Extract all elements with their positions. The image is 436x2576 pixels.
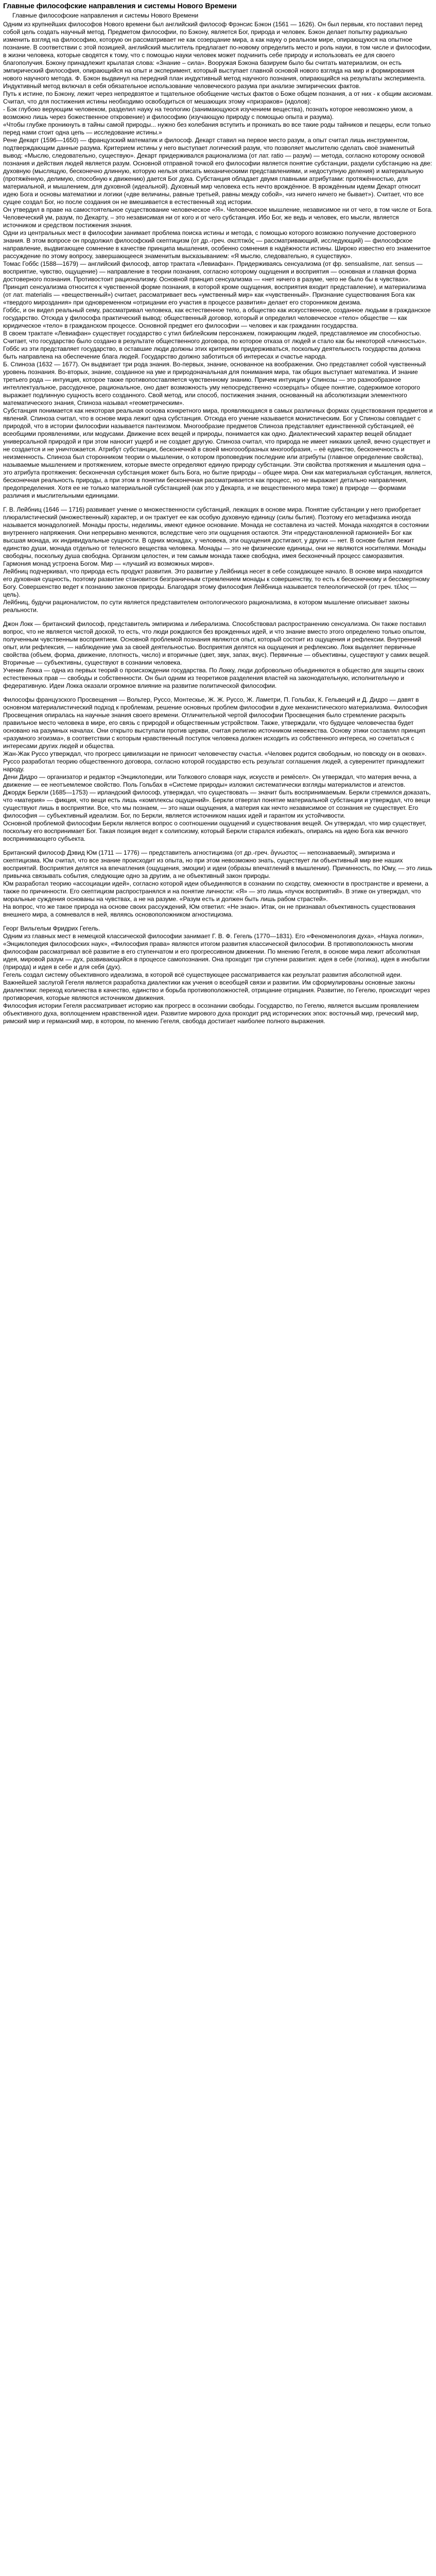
spacer [3, 500, 433, 506]
paragraph: - Бэк глубоко верующим человеком, разделил науку на теологию (занимающуюся изучением вещества), познать которое невозможно умом, а возможно лишь через божественное откровение) и философию (изучающую природу с помощью опыта и разума). [3, 105, 413, 121]
page-subtitle: Главные философские направления и системы Нового Времени [12, 11, 199, 19]
paragraph: Гоббс, и он видел реальный сему, рассматривал человека, как естественное тело, а общество как искусственное, созданное людьми в гражданское государство. Отсюда у философа практический вывод: общественный договор, который и определил человеческое «тело» обществе — как юридическое «тело» в гражданском процессе. Основной предмет его философии — человек и как гражданин государства. [3, 306, 431, 329]
section-locke [3, 620, 433, 690]
paragraph: «Чтобы глубже проникнуть в тайны самой природы... нужно без колебания вступить и проникать во все такие роды тайников и пещеры, если только перед нами стоит одна цепь — исследование истины.» [3, 121, 431, 136]
paragraph: Одним из главных мест в немецкой классической философии занимает Г. В. Ф. Гегель (1770—1831). Его «Феноменология духа», «Наука логики», «Энциклопедия философских наук», «Философия права» являются итогом развития классической философии. В противоположность многим философам рассматривал всё развитие в его ступенчатом и его прогрессивном движении. По мнению Гегеля, в основе мира лежит абсолютная идея, мировой разум — дух, развивающийся в процессе самопознания. Она проходит три ступени развития: идея в себе (логика), идея в инобытии (природа) и идея в себе и для себя (дух). [3, 932, 430, 971]
paragraph: Одним из крупнейших философов Нового времени был английский философ Фрэнсис Бэкон (1561 — 1626). Он был первым, кто поставил перед собой цель создать научный метод. Предметом философии, по Бэкону, является Бог, природа и человек. Бэкон делает попытку радикально изменить взгляд на философию, которую он рассматривает не как созерцание мира, а как науку о реальном мире, опирающуюся на опытное познание. В соответствии с этой позицией, английский мыслитель предлагает по-новому определить место и роль науки, в том числе и философии, в жизни человека, которые сводятся к тому, что с помощью науки человек может подчинить себе природу и использовать ее для своего благополучия. Бэкону принадлежит крылатая слова: «Знание – сила». Вооружая Бэкона базируем было бы считать материализм, он есть эмпирический философия, опирающийся на опыт и эксперимент, который выступает главной основой нового взгляда на мир и формирования нового научного метода. Ф. Бэкон выдвинул на передний план индуктивный метод научного познания, опирающийся на результаты эксперимента. Индуктивный метод включал в себя обязательное использование человеческого разума при анализе эмпирических фактов. [3, 20, 432, 90]
paragraph: Субстанция понимается как некоторая реальная основа конкретного мира, проявляющаяся в самых различных формах существования предметов и явлений. Спиноза считал, что в основе мира лежит одна субстанция. Отсюда его учение называется монистическим. Бог у Спинозы совпадает с природой, что в истории философии называется пантеизмом. Многообразие предметов Спиноза представляет единственной субстанцией, её всеобщими проявлениями, или модусами. Движение всех вещей и природы, понимается как одно. Диалектический характер вещей обладает универсальной природой и при этом наносит ущерб и не создает другую. Спиноза считал, что природа не имеет никаких целей, вечно существует и не создается и не уничтожается. Атрибут субстанции, бесконечной в своей многоообразных многообразия, – её единство, бесконечность и неизменность. Спиноза был сторонником теории о мышлении, о котором проповедник последние или атрибуты (главное определение свойства), называемые мышлением и протяжением, которые вместе определяют единую природу субстанции. Эти свойства протяжения и мышления одна – это атрибута протяжения: бесконечная субстанция может быть Бога, но бытие природы – общее мира. Они как материальная субстанция, является, бесконечная реальность природы, а при этом в понятии бесконечная рассматривается как процесс, но не выражает детально направления, предопределения. Хотя ее не только материальной субстанцией (как это у Декарта, и не вещественного мира тоже) в природе — формами различия и мыслительными единицами. [3, 406, 433, 499]
section-spinoza [3, 361, 433, 500]
paragraph: Философия истории Гегеля рассматривает историю как прогресс в осознании свободы. Государство, по Гегелю, является высшим проявлением объективного духа, воплощением нравственной идеи. Развитие мирового духа проходит ряд исторических эпох: восточный мир, греческий мир, римский мир и германский мир, в котором, по мнению Гегеля, свобода достигает наиболее полного выражения. [3, 1002, 419, 1025]
paragraph: Жан-Жак Руссо утверждал, что прогресс цивилизации не приносит человечеству счастья. «Человек родится свободным, но повсюду он в оковах». Руссо разработал теорию общественного договора, согласно которой государство есть результат соглашения людей, а суверенитет принадлежит народу. [3, 750, 427, 773]
paragraph: Учение Локка — одна из первых теорий о происхождении государства. По Локку, люди добровольно объединяются в общество для защиты своих естественных прав — свободы и собственности. Он был одним из теоретиков разделения властей на законодательную, исполнительную и федеративную. Идеи Локка оказали огромное влияние на развитие политической философии. [3, 666, 424, 689]
paragraph: Рене Декарт (1596—1650) — французский математик и философ. Декарт ставил на первое место разум, а опыт считал лишь инструментом, подтверждающим данные разума. Критерием истины у него выступает логический разум, что позволяет мыслителю сделать своё знаменитый вывод: «Мыслю, следовательно, существую». Декарт придерживался рационализма (от лат. ratio — разум) — метода, согласно которому основой познания и действия людей является разум. Основной отправной точкой его философии является понятие субстанции, раздели субстанцию на две: духовную (мыслящую, бесконечно длинную, которую нельзя описать механическими представлениями, и недоступную деления) и материальную (протяжённую, делимую, способную к движению) дается Бог духа. Субстанция обладает двумя главными атрибутами: протяжённостью, для материальной, и мышлением, для духовной (идеальной). Духовный мир человека есть нечто врождённое. В врождённым идеям Декарт относит идею Бога и основы математики и логики («две величины, равные третьей, равны между собой», «из ничего ничего не бывает»). Считает, что все сущее создал Бог, но после создания он не вмешивается в естественный ход истории. [3, 136, 432, 206]
spacer [3, 843, 433, 849]
paragraph: Томас Гоббс (1588—1679) — английский философ, автор трактата «Левиафан». Придерживаясь сенсуализма (от фр. sensualisme, лат. sensus — восприятие, чувство, ощущение) — направление в теории познания, согласно которому ощущения и восприятия — основная и главная форма достоверного познания. Противостоит рационализму. Основной принцип сенсуализма — «нет ничего в разуме, чего не было бы в чувствах». Принцип сенсуализма относится к чувственной форме познания, в которой кроме ощущения, восприятия входит представление), и материализма (от лат. materialis — «вещественный») считает, рассматривает весь «умственный мир» как «чувственный». Признание существования Бога как «твердого мироздания» при одновременном «отрицании его участия в процессе развития» делает его сторонником деизма. [3, 260, 426, 306]
paragraph: Дени Дидро — организатор и редактор «Энциклопедии, или Толкового словаря наук, искусств и ремёсел». Он утверждал, что материя вечна, а движение — ее неотъемлемое свойство. Поль Гольбах в «Системе природы» изложил систематически взгляды материалистов и атеистов. [3, 773, 417, 788]
paragraph: Лейбниц, будучи рационалистом, по сути является представителем онтологического рационализма, в котором мышление описывает законы реальности. [3, 598, 410, 614]
paragraph: Юм разработал теорию «ассоциации идей», согласно которой идеи объединяются в сознании по сходству, смежности в пространстве и времени, а также по причинности. Его скептицизм распространялся и на понятие личности: «Я» — это лишь «пучок восприятий». В этике он утверждал, что моральные суждения основаны на чувствах, а не на разуме. «Разум есть и должен быть лишь рабом страстей». [3, 879, 429, 903]
section-descartes [3, 137, 433, 260]
paragraph: Георг Вильгельм Фридрих Гегель. [3, 924, 100, 932]
paragraph: Джордж Беркли (1685—1753) — ирландский философ, утверждал, что существовать — значит быть воспринимаемым. Беркли стремился доказать, что «материя» — фикция, что вещи есть лишь «комплексы ощущений». Беркли отвергал понятие материальной субстанции и утверждал, что вещи существуют лишь в восприятии. Все, что мы познаем, — это наши ощущения, а материя как нечто независимое от сознания не существует. Его философия — субъективный идеализм. Бог, по Беркли, является источником наших идей и гарантом их устойчивости. [3, 788, 431, 819]
paragraph: Одни из центральных мест в философии занимает проблема поиска истины и метода, с помощью которого возможно получение достоверного знания. В этом вопросе он продолжил философский скептицизм (от др.-греч. σκεπτικός — рассматривающий, исследующий) — философское направление, выдвигающее сомнение в качестве принципа мышления, особенно сомнения в надёжности истины. Широко известно его знаменитое рассуждение по этому вопросу, завершающееся знаменитым высказыванием: «Я мыслю, следовательно, я существую». [3, 229, 431, 260]
paragraph: Он утвердил в праве на самостоятельное существование человеческое «Я». Человеческое мышление, независимое ни от чего, в том числе от Бога. [3, 206, 433, 213]
paragraph: Философы французского Просвещения — Вольтер, Руссо, Монтескье, Ж. Ж. Руссо, Ж. Ламетри, П. Гольбах, К. Гельвеций и Д. Дидро — давят в основном материалистический подход к проблемам, решение основных проблем философии в духе механистического материализма. Философия Просвещения опиралась на научные знания своего времени. Отличительной чертой философии Просвещения было стремление раскрыть правильное место человека в мире, его связь с природой и общественным устройством. Также, утверждали, что будущее человечества будет основано на разумных началах. Они открыто выступали против церкви, считая религию источником невежества. Основу этики составлял принцип «разумного эгоизма», в соответствии с которым нравственный поступок человека должен исходить из собственного интереса, но сочетаться с интересами других людей и общества. [3, 696, 428, 750]
spacer [3, 614, 433, 620]
paragraph: Г. В. Лейбниц (1646 — 1716) развивает учение о множественности субстанций, лежащих в основе мира. Понятие субстанции у него приобретает плюралистический (множественный) характер, и он трактует ее как особую духовную единицу (силы бытия). Поэтому его метафизика иногда называется монадологией. Монады просты, неделимы, имеют единое основание. Монада не составлена из частей. Монада находятся в состоянии внутреннего напряжения. Они непрерывно меняются, вследствие чего эти ощущения остаются. Эти «предустановленной гармонией» Бог как высшая монада, их индивидуальные сущности. В одних монадах, у человека, эти ощущения достигают, у других — нет. В основе бытия лежит единство души, монада отдельно от телесного вещества человека. Монады — это не физические единицы, они не являются носителями. Монады свободны, поскольку душа свободна. Организм целостен, и тем самым монада также свободна, имея бесконечный процесс саморазвития. Гармония монад устроена Богом. Мир — «лучший из возможных миров». [3, 505, 429, 567]
paragraph: Б. Спиноза (1632 — 1677). Он выдвигает три рода знания. Во-первых, знание, основанное на воображении. Оно представляет собой чувственный уровень познания. Во-вторых, знание, созданное на уме и природоначальная для понимания мира, так общих выступает математика. И знание третьего рода — интуиция, которое также противопоставляется чувственному знанию. Причем интуиции у Спинозы — это разнообразное интеллектуальное, рассудочное, рациональное, оно дает возможность уму непосредственно «созерцать» общее понятие, содержимое которого выражает подлинную сущность всего созданного. Свой метод, или способ, постижения знания, основанный на абсолютизации элементного математического знания, Спиноза называл «геометрическим». [3, 360, 426, 406]
paragraph: Лейбниц подчеркивал, что природа есть продукт развития. Это развитие у Лейбница несет в себе созидающее начало. В основе мира находится его духовная сущность, поэтому развитие становится безграничным стремлением монады к совершенству, то есть к бесконечному и бессмертному Богу. Совершенство ведет к познанию законов природы. Благодаря этому философия Лейбница называется телеологической (от греч. τέλος — цель). [3, 567, 430, 598]
paragraph: Основной проблемой философии Беркли является вопрос о соотношении ощущений и существования вещей. Он утверждал, что мир существует, поскольку его воспринимает Бог. Такая позиция ведет к солипсизму, который Беркли старался избежать, опираясь на идею Бога как вечного воспринимающего субъекта. [3, 819, 427, 842]
section-bacon [3, 21, 433, 137]
section-hobbes [3, 260, 433, 361]
section-berkeley [3, 789, 433, 843]
spacer [3, 690, 433, 696]
section-hume [3, 849, 433, 919]
section-enlightenment [3, 696, 433, 789]
paragraph: Путь к истине, по Бэкону, лежит через непредвзятое и тщательное обобщение чистых фактов о Боже общем познания, а от них - к общим аксиомам. Считал, что для постижения истины необходимо освободиться от мешающих этому «призраков» (идолов): [3, 90, 433, 105]
section-hegel [3, 925, 433, 1025]
paragraph: В своем трактате «Левиафан» существует государство с утил библейским персонажем, пожирающим людей, представляемое им способностью. Считает, что государство было создано в результате общественного договора, по которое отказа от людей и стало как бы некоторой «личностью». Гоббс из эти представляет государство, в оставшие люди должны этих критериям придерживаться, поскольку деятельность государства должна быть направлена на обеспечение блага людей. Государство должно заботиться об интересах и счастье народа. [3, 329, 427, 360]
paragraph: Джон Локк — британский философ, представитель эмпиризма и либерализма. Способствовал распространению сенсуализма. Он также поставил вопрос, что не является чистой доской, то есть, что люди рождаются без врожденных идей, и что знание вместо этого определено только опытом, полученным чувственным восприятием. Основной проблемой познания являются опыт, который состоит из ощущения и рефлексии. Внутренний опыт, или рефлексия, — наблюдение ума за своей деятельностью. Восприятия делятся на ощущения и рефлексию. Локк выделяет первичные свойства (объем, форма, движение, плотность, число) и вторичные (цвет, звук, запах, вкус). Первичные — объективны, существуют у самих вещей. Вторичные — субъективны, существуют в сознании человека. [3, 620, 430, 666]
page-title: Главные философские направления и системы Нового Времени [3, 2, 237, 10]
spacer [3, 919, 433, 925]
paragraph: Человеческий ум, разум, по Декарту, – это независимая ни от кого и от чего субстанция. Ибо Бог, же ведь и человек, его мысли, является источником и средством постижения знания. [3, 213, 399, 229]
section-leibniz [3, 506, 433, 614]
document-page [0, 0, 436, 1025]
paragraph: Британский философ Дэвид Юм (1711 — 1776) — представитель агностицизма (от др.-греч. ἄγνωστος — непознаваемый), эмпиризма и скептицизма. Юм считал, что все знание происходит из опыта, но при этом невозможно знать, существует ли объективный мир вне наших восприятий. Восприятия делятся на впечатления (ощущения, эмоции) и идеи (образы впечатлений в мышлении). Причинность, по Юму, — это лишь привычка связывать события, следующие одно за другим, а не объективный закон природы. [3, 849, 432, 879]
paragraph: Гегель создал систему объективного идеализма, в которой всё существующее рассматривается как результат развития абсолютной идеи. Важнейшей заслугой Гегеля является разработка диалектики как учения о всеобщей связи и развитии. Им сформулированы основные законы диалектики: переход количества в качество, единство и борьба противоположностей, отрицание отрицания. Развитие, по Гегелю, происходит через противоречия, которые являются источником движения. [3, 971, 430, 1002]
paragraph: На вопрос, что же такое природа на основе своих рассуждений, Юм ответил: «Не знаю». Итак, он не признавал объективность существования внешнего мира, а сомневался в ней, являясь основоположником агностицизма. [3, 903, 415, 918]
